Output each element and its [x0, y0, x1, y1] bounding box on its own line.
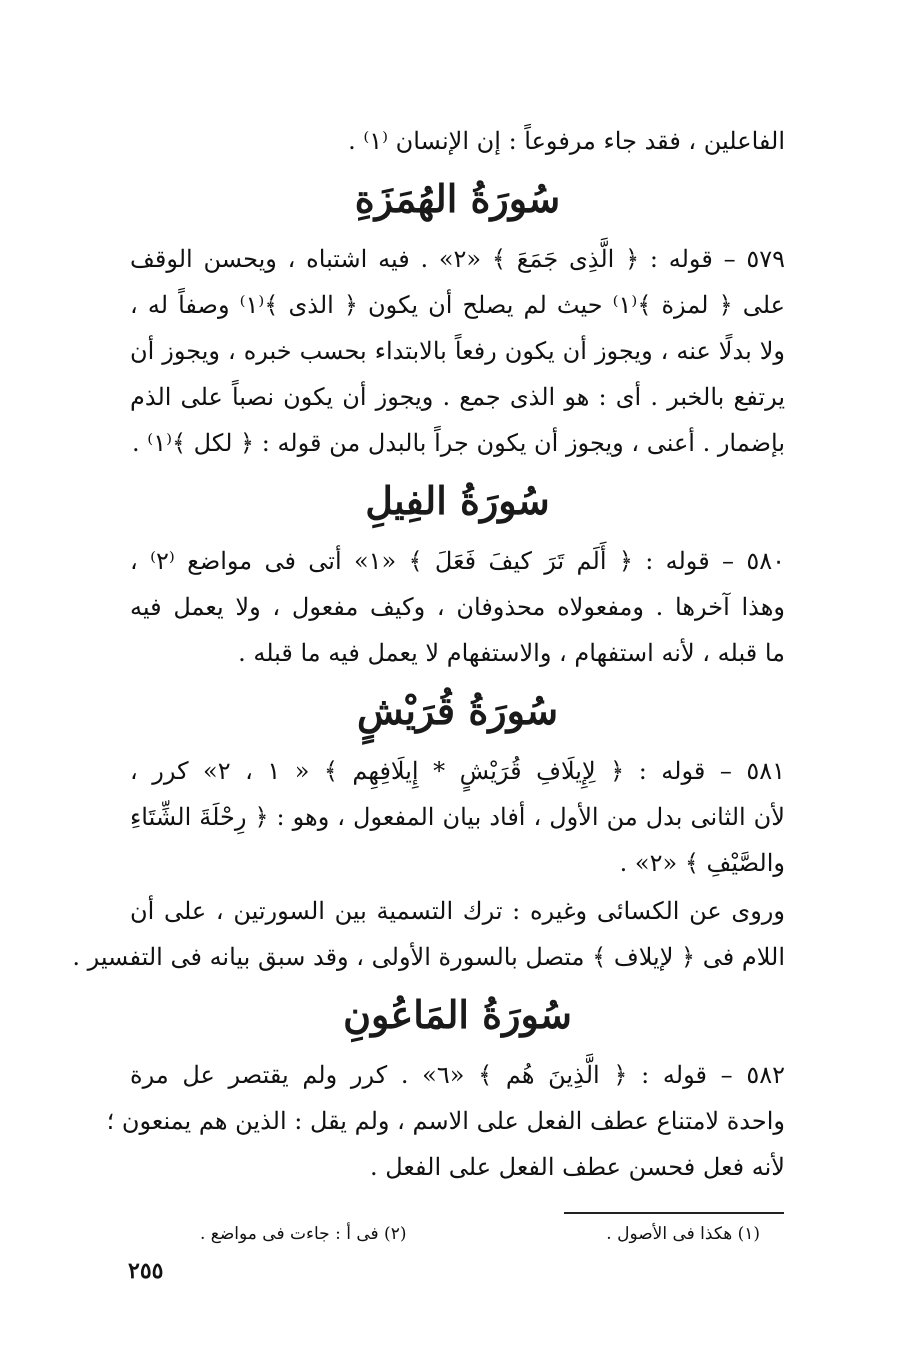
text-line: على ﴿ لمزة ﴾⁽١⁾ حيث لم يصلح أن يكون ﴿ الذى ﴾⁽١⁾ وصفاً له ، — [130, 291, 785, 319]
text-line: واحدة لامتناع عطف الفعل على الاسم ، ولم يقل : الذين هم يمنعون ؛ — [106, 1107, 785, 1135]
text-line: ٥٨١ – قوله : ﴿ لِإِيلَافِ قُرَيْشٍ * إِيلَافِهِم ﴾ « ١ ، ٢» كرر ، — [130, 757, 785, 785]
text-line: وروى عن الكسائى وغيره : ترك التسمية بين السورتين ، على أن — [130, 897, 785, 925]
text-line: لأن الثانى بدل من الأول ، أفاد بيان المفعول ، وهو : ﴿ رِحْلَةَ الشِّتَاءِ — [130, 803, 785, 831]
text-line: ٥٨٠ – قوله : ﴿ أَلَم تَرَ كيفَ فَعَلَ ﴾ «١» أتى فى مواضع ⁽٢⁾ ، — [130, 547, 785, 575]
surah-heading-fil: سُورَةُ الفِيلِ — [365, 478, 550, 523]
footnote-1: (١) هكذا فى الأصول . — [606, 1224, 760, 1244]
text-line: بإضمار . أعنى ، ويجوز أن يكون جراً بالبدل من قوله : ﴿ لكل ﴾⁽١⁾ . — [132, 429, 785, 457]
page-number: ٢٥٥ — [128, 1258, 164, 1284]
text-line: لأنه فعل فحسن عطف الفعل على الفعل . — [369, 1153, 785, 1181]
surah-heading-maun: سُورَةُ المَاعُونِ — [343, 992, 572, 1037]
footnote-2: (٢) فى أ : جاءت فى مواضع . — [200, 1224, 407, 1244]
surah-heading-quraysh: سُورَةُ قُرَيْشٍ — [356, 688, 559, 733]
footnotes — [200, 1224, 760, 1244]
page-body — [72, 118, 786, 1190]
surah-heading-humaza: سُورَةُ الهُمَزَةِ — [354, 176, 561, 221]
text-line: اللام فى ﴿ لإيلاف ﴾ متصل بالسورة الأولى ، وقد سبق بيانه فى التفسير . — [72, 943, 785, 971]
footnote-divider — [564, 1212, 784, 1214]
text-line: والصَّيْفِ ﴾ «٢» . — [619, 849, 785, 877]
paragraph-581-note — [72, 888, 785, 980]
paragraph-582 — [106, 1052, 785, 1190]
text-line: ولا بدلًا عنه ، ويجوز أن يكون رفعاً بالابتداء بحسب خبره ، ويجوز أن — [130, 337, 785, 365]
text-line: ما قبله ، لأنه استفهام ، والاستفهام لا يعمل فيه ما قبله . — [238, 639, 785, 667]
paragraph-579 — [130, 236, 785, 466]
text-line: وهذا آخرها . ومفعولاه محذوفان ، وكيف مفعول ، ولا يعمل فيه — [130, 593, 785, 621]
text-line: ٥٧٩ – قوله : ﴿ الَّذِى جَمَعَ ﴾ «٢» . فيه اشتباه ، ويحسن الوقف — [130, 245, 786, 273]
paragraph-580 — [130, 538, 785, 676]
text-line: ٥٨٢ – قوله : ﴿ الَّذِينَ هُم ﴾ «٦» . كرر ولم يقتصر عل مرة — [130, 1061, 785, 1089]
text-line: يرتفع بالخبر . أى : هو الذى جمع . ويجوز أن يكون نصباً على الذم — [130, 383, 785, 411]
text-line: الفاعلين ، فقد جاء مرفوعاً : إن الإنسان ⁽١⁾ . — [348, 127, 785, 155]
paragraph-581 — [130, 748, 785, 886]
